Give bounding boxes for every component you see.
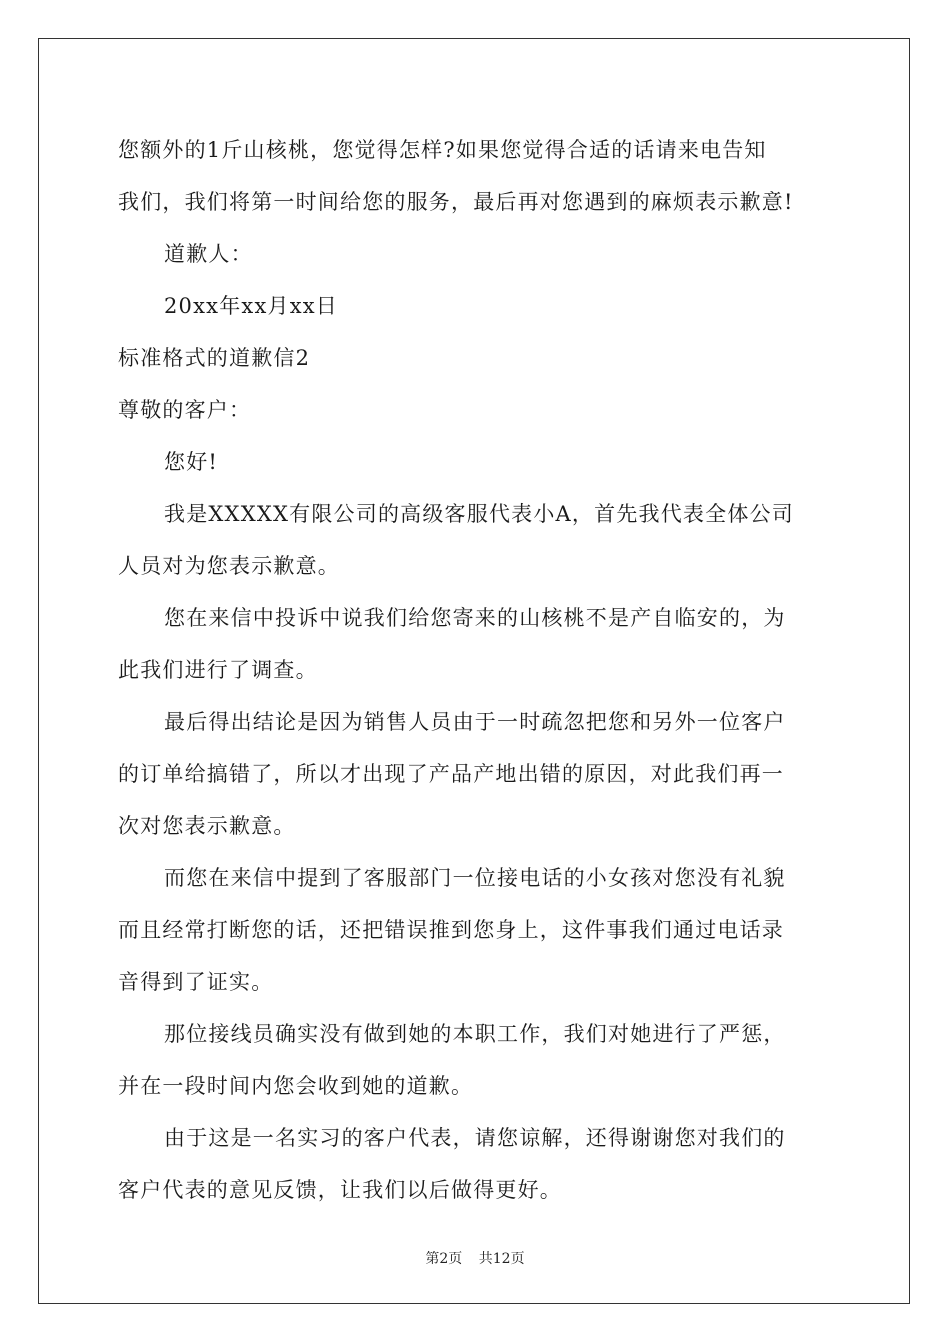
text-line: 音得到了证实。: [118, 970, 274, 994]
text-line: 的订单给搞错了，所以才出现了产品产地出错的原因，对此我们再一: [118, 762, 784, 786]
section-title: 标准格式的道歉信2: [118, 346, 311, 370]
text-line: 此我们进行了调查。: [118, 658, 318, 682]
page-total: 共12页: [478, 1251, 525, 1267]
signature-label: 道歉人：: [164, 242, 253, 266]
text-line: 由于这是一名实习的客户代表，请您谅解，还得谢谢您对我们的: [164, 1126, 786, 1150]
text-line: 次对您表示歉意。: [118, 814, 296, 838]
text-line: 您额外的1斤山核桃，您觉得怎样?如果您觉得合适的话请来电告知: [118, 138, 767, 162]
text-line: 您在来信中投诉中说我们给您寄来的山核桃不是产自临安的，为: [164, 606, 786, 630]
text-line: 人员对为您表示歉意。: [118, 554, 340, 578]
page-number: 第2页: [425, 1251, 463, 1267]
text-line: 最后得出结论是因为销售人员由于一时疏忽把您和另外一位客户: [164, 710, 786, 734]
text-line: 客户代表的意见反馈，让我们以后做得更好。: [118, 1178, 562, 1202]
text-line: 我们，我们将第一时间给您的服务，最后再对您遇到的麻烦表示歉意!: [118, 190, 794, 214]
text-line: 我是XXXXX有限公司的高级客服代表小A，首先我代表全体公司: [164, 502, 794, 526]
page-footer: [0, 1248, 950, 1268]
text-line: 并在一段时间内您会收到她的道歉。: [118, 1074, 474, 1098]
date-line: 20xx年xx月xx日: [164, 294, 338, 318]
greeting: 您好!: [164, 450, 219, 474]
text-line: 而您在来信中提到了客服部门一位接电话的小女孩对您没有礼貌: [164, 866, 786, 890]
text-line: 而且经常打断您的话，还把错误推到您身上，这件事我们通过电话录: [118, 918, 784, 942]
document-body: [118, 124, 834, 1216]
salutation: 尊敬的客户：: [118, 398, 252, 422]
text-line: 那位接线员确实没有做到她的本职工作，我们对她进行了严惩，: [164, 1022, 786, 1046]
